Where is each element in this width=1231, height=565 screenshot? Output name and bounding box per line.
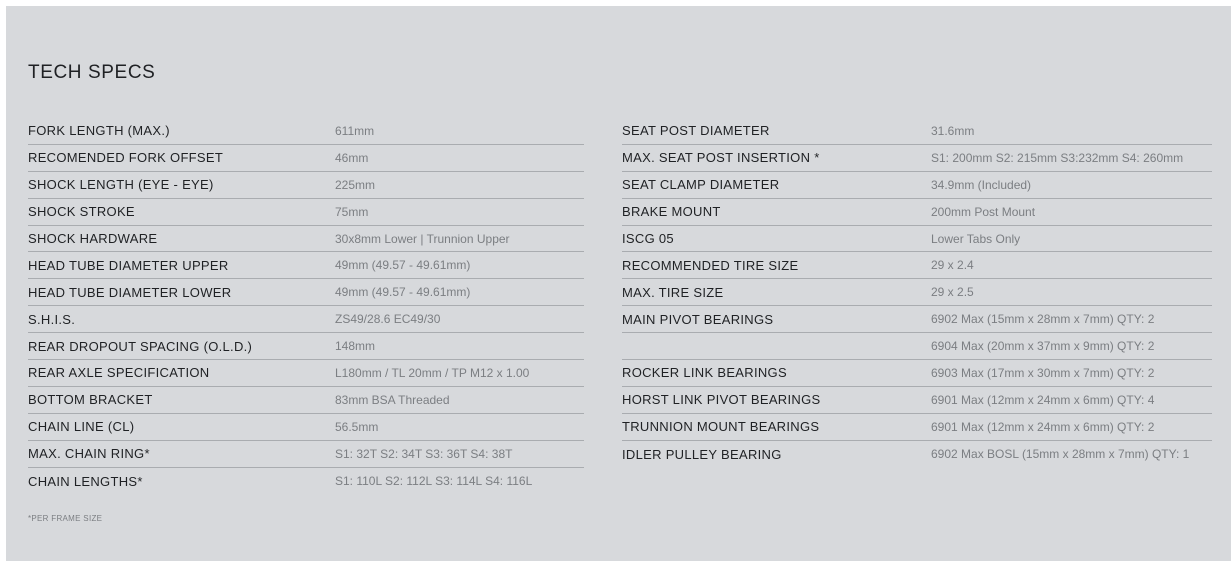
spec-value: 6903 Max (17mm x 30mm x 7mm) QTY: 2 <box>931 365 1155 380</box>
spec-row <box>622 441 1212 468</box>
spec-label: RECOMENDED FORK OFFSET <box>28 150 224 166</box>
spec-value: 30x8mm Lower | Trunnion Upper <box>335 231 510 246</box>
spec-label: RECOMMENDED TIRE SIZE <box>622 257 799 273</box>
spec-label: HEAD TUBE DIAMETER LOWER <box>28 284 232 300</box>
spec-label: SHOCK HARDWARE <box>28 231 158 246</box>
spec-table-left <box>28 118 584 494</box>
spec-row <box>28 333 584 360</box>
spec-label: SHOCK STROKE <box>28 204 135 220</box>
spec-row <box>622 306 1212 333</box>
spec-value: 6901 Max (12mm x 24mm x 6mm) QTY: 2 <box>931 419 1155 434</box>
spec-row <box>28 252 584 279</box>
spec-label: BOTTOM BRACKET <box>28 392 153 408</box>
spec-label: HORST LINK PIVOT BEARINGS <box>622 392 821 408</box>
spec-value: 29 x 2.4 <box>931 258 974 273</box>
spec-row <box>622 360 1212 387</box>
spec-row <box>28 226 584 253</box>
spec-label: TRUNNION MOUNT BEARINGS <box>622 419 820 435</box>
spec-row <box>622 414 1212 441</box>
spec-row <box>28 118 584 145</box>
spec-row <box>622 226 1212 253</box>
spec-value: 75mm <box>335 204 369 219</box>
spec-row <box>28 279 584 306</box>
spec-label: CHAIN LINE (CL) <box>28 419 135 435</box>
spec-row <box>622 333 1212 360</box>
spec-label: MAIN PIVOT BEARINGS <box>622 311 774 327</box>
spec-value: 49mm (49.57 - 49.61mm) <box>335 258 471 273</box>
spec-row <box>28 468 584 495</box>
spec-row <box>622 252 1212 279</box>
spec-row <box>28 199 584 226</box>
spec-row <box>28 306 584 333</box>
spec-label: S.H.I.S. <box>28 311 76 327</box>
spec-row <box>622 172 1212 199</box>
spec-row <box>28 387 584 414</box>
spec-value: 49mm (49.57 - 49.61mm) <box>335 285 471 300</box>
spec-row <box>622 145 1212 172</box>
spec-table-right <box>622 118 1212 468</box>
spec-value: 225mm <box>335 177 376 192</box>
spec-value: ZS49/28.6 EC49/30 <box>335 312 441 327</box>
spec-value: 6902 Max (15mm x 28mm x 7mm) QTY: 2 <box>931 312 1155 327</box>
spec-value: S1: 200mm S2: 215mm S3:232mm S4: 260mm <box>931 150 1184 165</box>
spec-label: CHAIN LENGTHS* <box>28 473 143 489</box>
spec-row <box>28 414 584 441</box>
spec-row <box>622 118 1212 145</box>
spec-value: 34.9mm (Included) <box>931 177 1032 192</box>
spec-value: L180mm / TL 20mm / TP M12 x 1.00 <box>335 365 530 380</box>
spec-row <box>28 172 584 199</box>
spec-label: IDLER PULLEY BEARING <box>622 446 782 462</box>
spec-row <box>28 360 584 387</box>
spec-row <box>622 387 1212 414</box>
spec-row <box>28 145 584 172</box>
spec-value: 56.5mm <box>335 419 379 434</box>
spec-label: BRAKE MOUNT <box>622 204 721 220</box>
spec-value: 6902 Max BOSL (15mm x 28mm x 7mm) QTY: 1 <box>931 447 1190 462</box>
spec-value: 611mm <box>335 123 375 138</box>
spec-label: MAX. CHAIN RING* <box>28 446 150 462</box>
spec-value: 46mm <box>335 150 369 165</box>
specs-panel <box>6 6 1231 561</box>
spec-value: 200mm Post Mount <box>931 204 1036 219</box>
spec-value: S1: 32T S2: 34T S3: 36T S4: 38T <box>335 446 513 461</box>
spec-value: 148mm <box>335 339 376 354</box>
spec-label: REAR DROPOUT SPACING (O.L.D.) <box>28 338 253 354</box>
spec-label: ROCKER LINK BEARINGS <box>622 365 787 381</box>
spec-value: 29 x 2.5 <box>931 285 974 300</box>
spec-value: S1: 110L S2: 112L S3: 114L S4: 116L <box>335 474 533 489</box>
spec-row <box>28 441 584 468</box>
spec-label: HEAD TUBE DIAMETER UPPER <box>28 257 229 273</box>
spec-value: 6904 Max (20mm x 37mm x 9mm) QTY: 2 <box>931 339 1155 354</box>
spec-value: 6901 Max (12mm x 24mm x 6mm) QTY: 4 <box>931 392 1155 407</box>
spec-label: MAX. SEAT POST INSERTION * <box>622 150 820 166</box>
spec-label: SEAT CLAMP DIAMETER <box>622 177 780 193</box>
footnote: *PER FRAME SIZE <box>28 514 103 523</box>
spec-label: REAR AXLE SPECIFICATION <box>28 365 210 381</box>
spec-label: SHOCK LENGTH (EYE - EYE) <box>28 177 214 193</box>
spec-label: MAX. TIRE SIZE <box>622 284 724 300</box>
spec-label: ISCG 05 <box>622 231 674 246</box>
spec-value: Lower Tabs Only <box>931 231 1021 246</box>
spec-row <box>622 199 1212 226</box>
spec-value: 83mm BSA Threaded <box>335 392 450 407</box>
page-title: TECH SPECS <box>28 62 156 83</box>
spec-label: FORK LENGTH (MAX.) <box>28 123 170 139</box>
spec-label: SEAT POST DIAMETER <box>622 123 770 139</box>
spec-row <box>622 279 1212 306</box>
spec-value: 31.6mm <box>931 123 975 138</box>
